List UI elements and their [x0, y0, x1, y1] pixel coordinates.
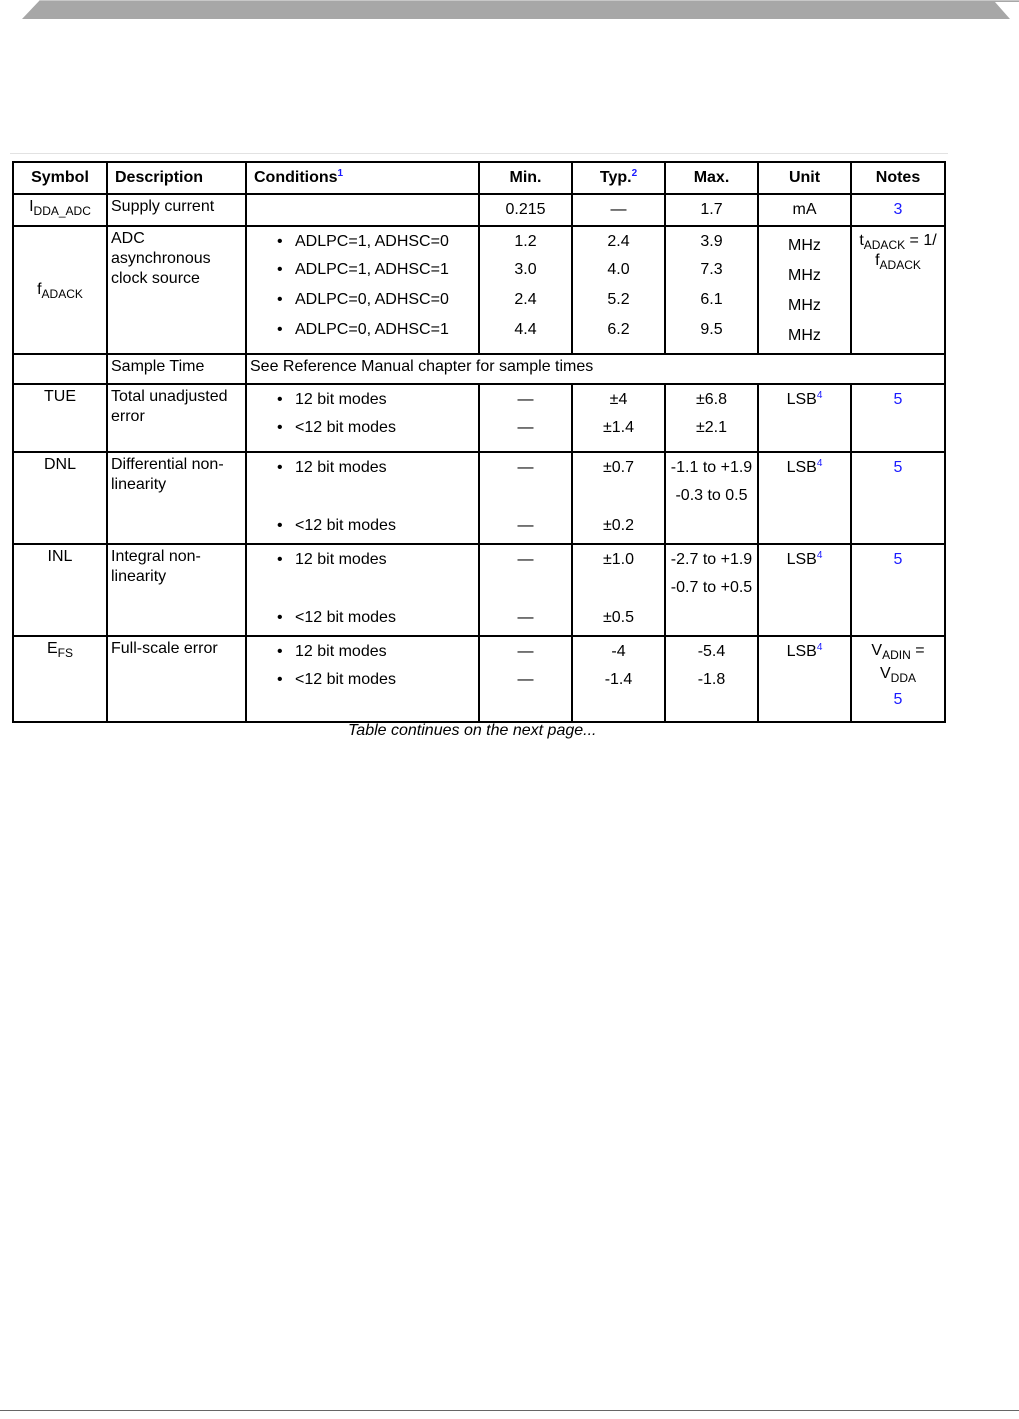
header-description: Description — [107, 162, 246, 194]
symbol-cell: INL — [13, 544, 107, 636]
footnote-link[interactable]: 4 — [816, 642, 823, 653]
conditions-cell — [246, 636, 479, 722]
condition-item: • <12 bit modes — [247, 415, 478, 445]
typ-cell: ±0.7 ±0.2 — [572, 452, 665, 544]
condition-item: • <12 bit modes — [247, 605, 478, 635]
header-max: Max. — [665, 162, 758, 194]
description-cell: Full-scale error — [107, 636, 246, 722]
table-row — [13, 354, 945, 384]
unit-cell: MHz MHz MHz MHz — [758, 226, 851, 354]
footnote-link[interactable]: 5 — [893, 551, 903, 568]
min-cell: — — — [479, 636, 572, 722]
footnote-link[interactable]: 4 — [816, 458, 823, 469]
table-row — [13, 194, 945, 226]
footnote-link[interactable]: 3 — [893, 201, 903, 218]
separator-line — [10, 153, 948, 154]
condition-item: • <12 bit modes — [247, 667, 478, 697]
header-conditions: Conditions$^1$ — [246, 162, 479, 194]
description-cell: Supply current — [107, 194, 246, 226]
min-cell: — — — [479, 452, 572, 544]
symbol-cell — [13, 354, 107, 384]
description-cell: ADC asynchronous clock source — [107, 226, 246, 354]
condition-item: • <12 bit modes — [247, 513, 478, 543]
unit-cell: LSB$^4$ — [758, 544, 851, 636]
notes-cell: $V_{ADIN}$ = $V_{DDA}$ 5 — [851, 636, 945, 722]
table-header-row — [13, 162, 945, 194]
table-row — [13, 384, 945, 452]
condition-item: • 12 bit modes — [247, 385, 478, 415]
typ-cell: ±1.0 ±0.5 — [572, 544, 665, 636]
unit-cell: LSB$^4$ — [758, 384, 851, 452]
notes-cell: $t_{ADACK} = 1/$ $f_{ADACK}$ — [851, 226, 945, 354]
header-typ: Typ.$^2$ — [572, 162, 665, 194]
table-row — [13, 452, 945, 544]
description-cell: Sample Time — [107, 354, 246, 384]
min-cell: 0.215 — [479, 194, 572, 226]
min-cell: — — — [479, 544, 572, 636]
description-cell: Integral non-linearity — [107, 544, 246, 636]
header-unit: Unit — [758, 162, 851, 194]
typ-cell: ±4 ±1.4 — [572, 384, 665, 452]
condition-item: • 12 bit modes — [247, 453, 478, 483]
header-notes: Notes — [851, 162, 945, 194]
max-cell: -5.4 -1.8 — [665, 636, 758, 722]
notes-cell — [851, 452, 945, 544]
condition-item: • ADLPC=1, ADHSC=1 — [247, 257, 478, 287]
footnote-link[interactable]: 5 — [893, 391, 903, 408]
description-cell: Differential non-linearity — [107, 452, 246, 544]
condition-item: • ADLPC=1, ADHSC=0 — [247, 227, 478, 257]
condition-item: • ADLPC=0, ADHSC=0 — [247, 287, 478, 317]
conditions-cell — [246, 226, 479, 354]
header-symbol: Symbol — [13, 162, 107, 194]
typ-cell: 2.4 4.0 5.2 6.2 — [572, 226, 665, 354]
max-cell: 1.7 — [665, 194, 758, 226]
footnote-link[interactable]: 5 — [893, 459, 903, 476]
footnote-link[interactable]: 4 — [816, 550, 823, 561]
symbol-cell: $f_{ADACK}$ — [13, 226, 107, 354]
symbol-cell: $E_{FS}$ — [13, 636, 107, 722]
typ-cell: — — [572, 194, 665, 226]
table-continues-note: Table continues on the next page... — [348, 722, 597, 739]
conditions-cell — [246, 452, 479, 544]
notes-cell — [851, 194, 945, 226]
table-row — [13, 636, 945, 722]
footnote-link[interactable]: 5 — [893, 691, 903, 708]
max-cell: -2.7 to +1.9 -0.7 to +0.5 — [665, 544, 758, 636]
symbol-cell: DNL — [13, 452, 107, 544]
max-cell: ±6.8 ±2.1 — [665, 384, 758, 452]
table-row — [13, 544, 945, 636]
condition-item: • 12 bit modes — [247, 545, 478, 575]
condition-item: • 12 bit modes — [247, 637, 478, 667]
footnote-link[interactable]: 2 — [631, 168, 638, 179]
condition-item: • ADLPC=0, ADHSC=1 — [247, 317, 478, 347]
min-cell: 1.2 3.0 2.4 4.4 — [479, 226, 572, 354]
unit-cell: LSB$^4$ — [758, 636, 851, 722]
conditions-cell: See Reference Manual chapter for sample times — [246, 354, 945, 384]
unit-cell: mA — [758, 194, 851, 226]
adc-characteristics-table — [12, 161, 946, 723]
typ-cell: -4 -1.4 — [572, 636, 665, 722]
notes-cell — [851, 384, 945, 452]
description-cell: Total unadjusted error — [107, 384, 246, 452]
notes-cell — [851, 544, 945, 636]
min-cell: — — — [479, 384, 572, 452]
conditions-cell — [246, 194, 479, 226]
footnote-link[interactable]: 4 — [816, 390, 823, 401]
footer-rule — [0, 1410, 1019, 1411]
header-band — [0, 0, 1019, 22]
header-min: Min. — [479, 162, 572, 194]
conditions-cell — [246, 544, 479, 636]
max-cell: 3.9 7.3 6.1 9.5 — [665, 226, 758, 354]
symbol-cell: $I_{DDA\_ADC}$ — [13, 194, 107, 226]
footnote-link[interactable]: 1 — [337, 168, 344, 179]
table-row — [13, 226, 945, 354]
max-cell: -1.1 to +1.9 -0.3 to 0.5 — [665, 452, 758, 544]
symbol-cell: TUE — [13, 384, 107, 452]
unit-cell: LSB$^4$ — [758, 452, 851, 544]
conditions-cell — [246, 384, 479, 452]
